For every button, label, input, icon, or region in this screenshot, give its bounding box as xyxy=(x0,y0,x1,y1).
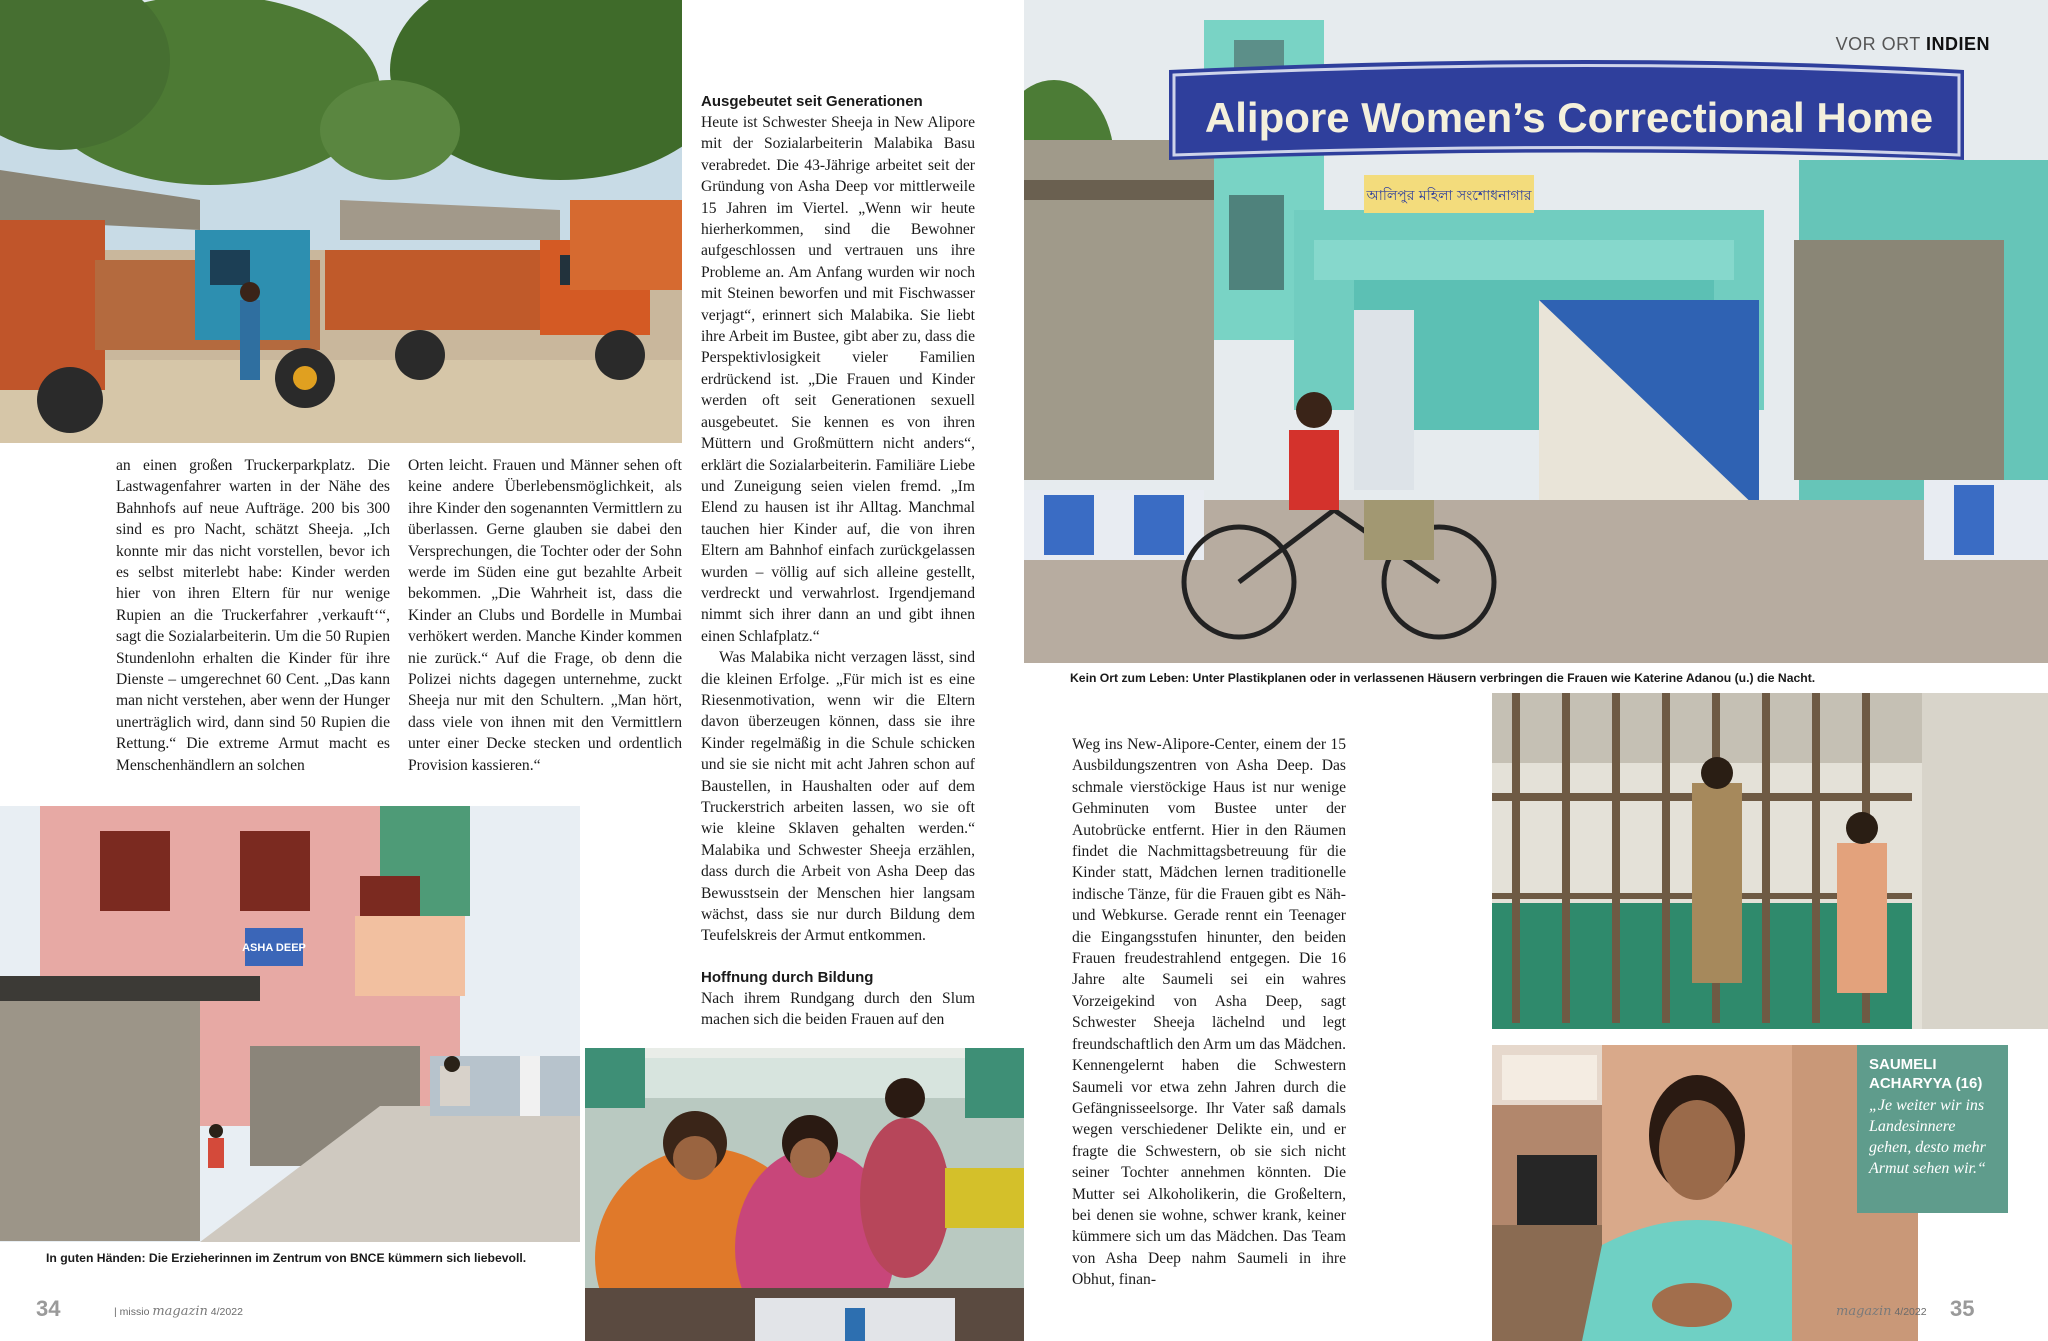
body-text: Orten leicht. Frauen und Männer sehen oft keine andere Überlebensmöglichkeit, als ihre Kinder den sogenannten Vermittlern zu überlassen. Gerne glauben sie dabei den Versprechungen, die Tochter oder der Sohn werde im Süden eine gut bezahlte Arbeit bekommen. „Die Wahrheit ist, dass die Kinder an Clubs und Bordelle in Mumbai verhökert werden. Manche Kinder kommen nie zurück.“ Auf die Frage, ob denn die Polizei nichts dagegen unternehme, zuckt Sheeja nur mit den Schultern. „Man hört, dass viele von ihnen mit den Vermittlern unter einer Decke stecken und ordentlich Provision kassieren.“ xyxy=(408,457,682,774)
body-text: an einen großen Truckerparkplatz. Die Lastwagenfahrer warten in der Nähe des Bahnhofs auf neue Aufträge. 200 bis 300 sind es pro Nacht, schätzt Sheeja. „Ich konnte mir das nicht vorstellen, bevor ich es selbst miterlebt habe: Kinder werden hier von ihren Eltern für nur wenige Rupien an die Truckerfahrer ‚verkauft‘“, sagt die Sozialarbeiterin. Um die 50 Rupien Stundenlohn erhalten die Kinder für ihre Dienste – umgerechnet 60 Cent. „Das kann man nicht verstehen, aber wenn der Hunger unerträglich wird, dann sind 50 Rupien die Rettung.“ Die extreme Armut macht es Menschenhändlern an solchen xyxy=(116,457,390,774)
photo-caption-left: In guten Händen: Die Erzieherinnen im Zentrum von BNCE kümmern sich liebevoll. xyxy=(46,1251,527,1265)
center-sign-text: ASHA DEEP xyxy=(242,942,306,954)
girl-portrait-photo xyxy=(1492,1045,1918,1341)
section-header xyxy=(1836,34,1990,55)
body-column-1 xyxy=(116,455,390,776)
footer-magazine-left: | missio magazin 4/2022 xyxy=(114,1304,243,1319)
barred-gate-photo xyxy=(1492,693,2048,1029)
section-header-bold: INDIEN xyxy=(1925,34,1990,54)
section-header-light: VOR ORT xyxy=(1835,34,1921,54)
prison-sign-text: Alipore Women’s Correctional Home xyxy=(1204,94,1934,141)
page-number-right: 35 xyxy=(1950,1296,1975,1321)
footer-issue: 4/2022 xyxy=(210,1306,243,1318)
footer-brand: missio xyxy=(119,1306,150,1318)
asha-deep-center-photo xyxy=(0,806,580,1242)
prison-gate-photo xyxy=(1024,0,2048,663)
page-number-left: 34 xyxy=(36,1296,61,1321)
prison-bengali-sign: আলিপুর মহিলা সংশোধনাগার xyxy=(1366,188,1532,204)
footer-magazine-right xyxy=(1836,1304,1927,1319)
body-column-4 xyxy=(1072,734,1346,1291)
quote-box xyxy=(1857,1045,2008,1213)
body-text: Heute ist Schwester Sheeja in New Alipore mit der Sozialarbeiterin Malabika Basu verabredet. Die 43-Jährige arbeitet seit der Gründung von Asha Deep vor mittlerweile 15 Jahren im Viertel. „Wenn wir heute hierherkommen, sind die Bewohner aufgeschlossen und vertrauen uns ihre Probleme an. Am Anfang wurden wir noch mit Steinen beworfen und mit Fischwasser verjagt“, erinnert sich Malabika. Sie liebt ihre Arbeit im Bustee, gibt aber zu, dass die Perspektivlosigkeit vieler Familien erdrückend ist. „Die Frauen und Kinder werden oft seit Generationen sexuell ausgebeutet. Sie kennen es von ihren Müttern und Großmüttern nicht anders“, erklärt die Sozialarbeiterin. Familiäre Liebe und Zuneigung seien vielen fremd. „Im Elend zu hausen ist ihr Alltag. Manchmal tauchen hier Kinder auf, die von ihren Eltern am Bahnhof einfach zurückgelassen wurden – völlig auf sich alleine gestellt, verdreckt und verwahrlost. Irgendjemand nimmt sich ihrer dann an und gibt ihnen einen Schlafplatz.“ xyxy=(701,114,975,645)
body-text: Nach ihrem Rundgang durch den Slum machen sich die beiden Frauen auf den xyxy=(701,989,975,1029)
body-column-2 xyxy=(408,455,682,776)
subheading: Hoffnung durch Bildung xyxy=(701,968,874,986)
quote-name: SAUMELI ACHARYYA (16) xyxy=(1869,1056,1983,1092)
footer-script-logo: magazin xyxy=(152,1304,208,1319)
quote-text: „Je weiter wir ins Landesinnere gehen, desto mehr Armut sehen wir.“ xyxy=(1869,1097,1986,1177)
body-column-3 xyxy=(701,91,975,1031)
body-text: Was Malabika nicht verzagen lässt, sind die kleinen Erfolge. „Für mich ist es eine Riesenmotivation, wenn wir die Eltern davon überzeugen können, dass sie ihre Kinder regelmäßig in die Schule schicken und sie sie nicht mit acht Jahren schon auf Baustellen, in Haushalten oder auf dem Truckerstrich arbeiten lassen, wo sie oft wie kleine Sklaven gehalten werden.“ Malabika und Schwester Sheeja erzählen, dass durch die Arbeit von Asha Deep das Bewusstsein der Menschen hier langsam wächst, dass sie nur durch Bildung dem Teufelskreis der Armut entkommen. xyxy=(701,649,975,945)
subheading: Ausgebeutet seit Generationen xyxy=(701,93,923,110)
footer-script-logo: magazin xyxy=(1836,1304,1892,1319)
footer-issue: 4/2022 xyxy=(1894,1306,1927,1318)
photo-caption-right: Kein Ort zum Leben: Unter Plastikplanen oder in verlassenen Häusern verbringen die Frauen wie Katerine Adanou (u.) die Nacht. xyxy=(1070,671,1816,685)
body-text: Weg ins New-Alipore-Center, einem der 15 Ausbildungszentren von Asha Deep. Das schmale vierstöckige Haus ist nur wenige Gehminuten vom Bustee unter der Autobrücke entfernt. Hier in den Räumen findet die Nachmittagsbetreuung für die Kinder statt, Mädchen lernen traditionelle indische Tänze, für die Frauen gibt es Näh- und Webkurse. Gerade rennt ein Teenager die Eingangsstufen hinunter, den beiden Frauen freudestrahlend entgegen. Die 16 Jahre alte Saumeli sei ein wahres Vorzeigekind von Asha Deep, sagt Schwester Sheeja lächelnd und legt freundschaftlich den Arm um das Mädchen. Kennengelernt haben die Schwestern Saumeli vor etwa zehn Jahren durch die Gefängnisseelsorge. Ihr Vater saß damals wegen verschiedener Delikte ein, und er fragte die Schwestern, ob sie sich nicht seiner Tochter annehmen könnten. Die Mutter sei Alkoholikerin, die Großeltern, bei denen sie wohne, schwer krank, keiner kümmere sich um das Mädchen. Das Team von Asha Deep nahm Saumeli in ihre Obhut, finan- xyxy=(1072,736,1346,1289)
sewing-class-photo xyxy=(585,1048,1024,1341)
truck-parking-photo xyxy=(0,0,682,443)
